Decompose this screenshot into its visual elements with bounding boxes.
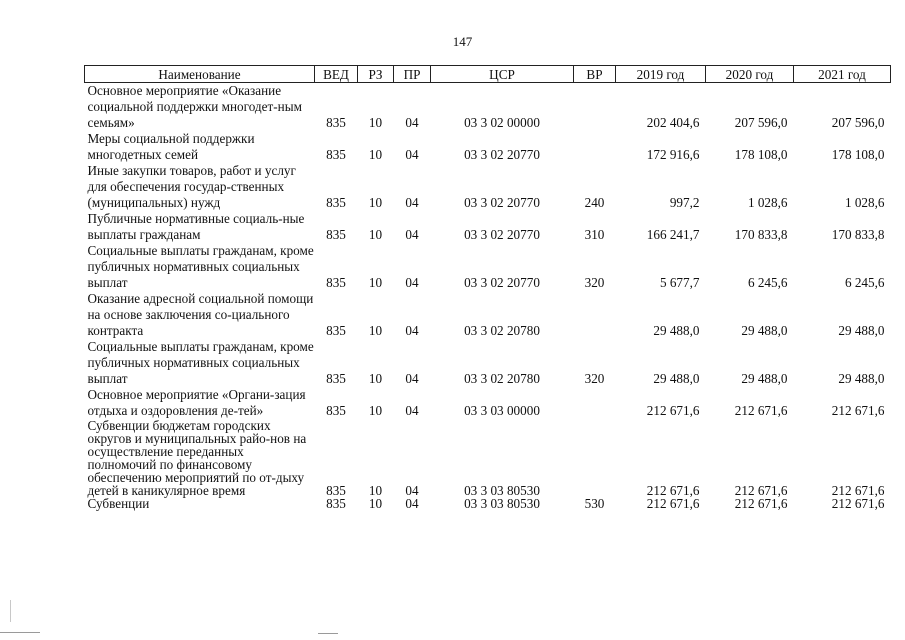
row-rz: 10 xyxy=(368,147,383,162)
row-2019: 172 916,6 xyxy=(646,147,700,162)
table-row xyxy=(85,419,891,497)
row-2020: 178 108,0 xyxy=(734,147,788,162)
budget-table xyxy=(84,65,891,510)
table-row xyxy=(85,387,891,419)
row-rz: 10 xyxy=(368,371,383,386)
row-pr: 04 xyxy=(405,496,419,511)
row-name: Оказание адресной социальной помощи на основе заключения со-циального контракта xyxy=(87,291,314,338)
scan-artifact-line xyxy=(0,632,40,633)
row-vr xyxy=(574,291,616,339)
row-csr: 03 3 02 20770 xyxy=(464,147,540,162)
scan-artifact-line xyxy=(318,633,338,634)
row-2020: 212 671,6 xyxy=(734,403,788,418)
row-rz: 10 xyxy=(368,115,383,130)
row-2021: 1 028,6 xyxy=(844,195,885,210)
row-2020: 29 488,0 xyxy=(741,371,788,386)
row-ved: 835 xyxy=(326,195,346,210)
table-header-row xyxy=(85,66,891,83)
row-name: Публичные нормативные социаль-ные выплаты гражданам xyxy=(87,211,305,242)
table-row xyxy=(85,497,891,510)
row-csr: 03 3 02 00000 xyxy=(464,115,540,130)
row-csr: 03 3 02 20780 xyxy=(464,323,540,338)
table-row xyxy=(85,243,891,291)
row-2021: 178 108,0 xyxy=(831,147,885,162)
header-2021: 2021 год xyxy=(794,66,891,83)
row-pr: 04 xyxy=(405,227,419,242)
row-csr: 03 3 02 20780 xyxy=(464,371,540,386)
row-rz: 10 xyxy=(368,403,383,418)
table-row xyxy=(85,339,891,387)
row-name: Социальные выплаты гражданам, кроме публичных нормативных социальных выплат xyxy=(87,339,314,386)
row-2019: 29 488,0 xyxy=(653,323,700,338)
row-2020: 1 028,6 xyxy=(747,195,788,210)
row-2019: 212 671,6 xyxy=(646,403,700,418)
row-2021: 207 596,0 xyxy=(831,115,885,130)
row-2019: 29 488,0 xyxy=(653,371,700,386)
row-name: Меры социальной поддержки многодетных семей xyxy=(87,131,255,162)
row-pr: 04 xyxy=(405,483,419,498)
row-ved: 835 xyxy=(326,371,346,386)
row-ved: 835 xyxy=(326,323,346,338)
row-name: Основное мероприятие «Оказание социальной поддержки многодет-ным семьям» xyxy=(87,83,302,130)
row-2021: 170 833,8 xyxy=(831,227,885,242)
row-ved: 835 xyxy=(326,496,346,511)
table-row xyxy=(85,163,891,211)
row-2019: 212 671,6 xyxy=(646,496,700,511)
row-name: Субвенции бюджетам городских округов и муниципальных райо-нов на осуществление переданных полномочий по финансовому обеспечению мероприятий по от-дыху детей в каникулярное время xyxy=(87,418,307,498)
row-ved: 835 xyxy=(326,483,346,498)
row-csr: 03 3 02 20770 xyxy=(464,227,540,242)
row-pr: 04 xyxy=(405,403,419,418)
row-csr: 03 3 03 80530 xyxy=(464,496,540,511)
header-ved: ВЕД xyxy=(315,66,358,83)
row-rz: 10 xyxy=(368,275,383,290)
row-vr: 240 xyxy=(584,195,605,210)
row-csr: 03 3 02 20770 xyxy=(464,275,540,290)
row-2019: 997,2 xyxy=(669,195,700,210)
header-csr: ЦСР xyxy=(431,66,574,83)
row-rz: 10 xyxy=(368,323,383,338)
row-2019: 5 677,7 xyxy=(659,275,700,290)
row-ved: 835 xyxy=(326,115,346,130)
row-pr: 04 xyxy=(405,371,419,386)
row-csr: 03 3 02 20770 xyxy=(464,195,540,210)
row-2021: 29 488,0 xyxy=(838,371,885,386)
row-2019: 202 404,6 xyxy=(646,115,700,130)
row-ved: 835 xyxy=(326,147,346,162)
row-rz: 10 xyxy=(368,227,383,242)
row-2020: 212 671,6 xyxy=(734,483,788,498)
row-name: Иные закупки товаров, работ и услуг для обеспечения государ-ственных (муниципальных) нужд xyxy=(87,163,296,210)
row-vr xyxy=(574,83,616,132)
row-rz: 10 xyxy=(368,483,383,498)
row-2021: 29 488,0 xyxy=(838,323,885,338)
row-2020: 207 596,0 xyxy=(734,115,788,130)
row-csr: 03 3 03 00000 xyxy=(464,403,540,418)
row-name: Социальные выплаты гражданам, кроме публичных нормативных социальных выплат xyxy=(87,243,314,290)
row-rz: 10 xyxy=(368,195,383,210)
header-rz: РЗ xyxy=(358,66,394,83)
row-vr xyxy=(574,387,616,419)
row-2021: 212 671,6 xyxy=(831,496,885,511)
table-row xyxy=(85,83,891,132)
row-vr: 530 xyxy=(584,496,605,511)
row-vr: 320 xyxy=(584,371,605,386)
row-2021: 212 671,6 xyxy=(831,403,885,418)
row-pr: 04 xyxy=(405,323,419,338)
table-row xyxy=(85,291,891,339)
row-2021: 6 245,6 xyxy=(844,275,885,290)
row-rz: 10 xyxy=(368,496,383,511)
row-vr xyxy=(574,419,616,497)
row-pr: 04 xyxy=(405,115,419,130)
table-row xyxy=(85,211,891,243)
row-vr: 320 xyxy=(584,275,605,290)
row-pr: 04 xyxy=(405,195,419,210)
row-ved: 835 xyxy=(326,403,346,418)
row-2020: 212 671,6 xyxy=(734,496,788,511)
row-2021: 212 671,6 xyxy=(831,483,885,498)
row-pr: 04 xyxy=(405,275,419,290)
row-ved: 835 xyxy=(326,227,346,242)
row-name: Основное мероприятие «Органи-зация отдыха и оздоровления де-тей» xyxy=(87,387,306,418)
header-name: Наименование xyxy=(85,66,315,83)
scan-artifact-line xyxy=(10,600,11,622)
row-2020: 29 488,0 xyxy=(741,323,788,338)
row-2020: 170 833,8 xyxy=(734,227,788,242)
row-name: Субвенции xyxy=(87,496,150,511)
header-2019: 2019 год xyxy=(616,66,706,83)
row-2019: 166 241,7 xyxy=(646,227,700,242)
page-number: 147 xyxy=(452,34,473,49)
header-2020: 2020 год xyxy=(706,66,794,83)
header-pr: ПР xyxy=(394,66,431,83)
row-csr: 03 3 03 80530 xyxy=(464,483,540,498)
row-pr: 04 xyxy=(405,147,419,162)
row-ved: 835 xyxy=(326,275,346,290)
header-vr: ВР xyxy=(574,66,616,83)
row-2019: 212 671,6 xyxy=(646,483,700,498)
table-row xyxy=(85,131,891,163)
row-vr: 310 xyxy=(584,227,605,242)
row-vr xyxy=(574,131,616,163)
row-2020: 6 245,6 xyxy=(747,275,788,290)
